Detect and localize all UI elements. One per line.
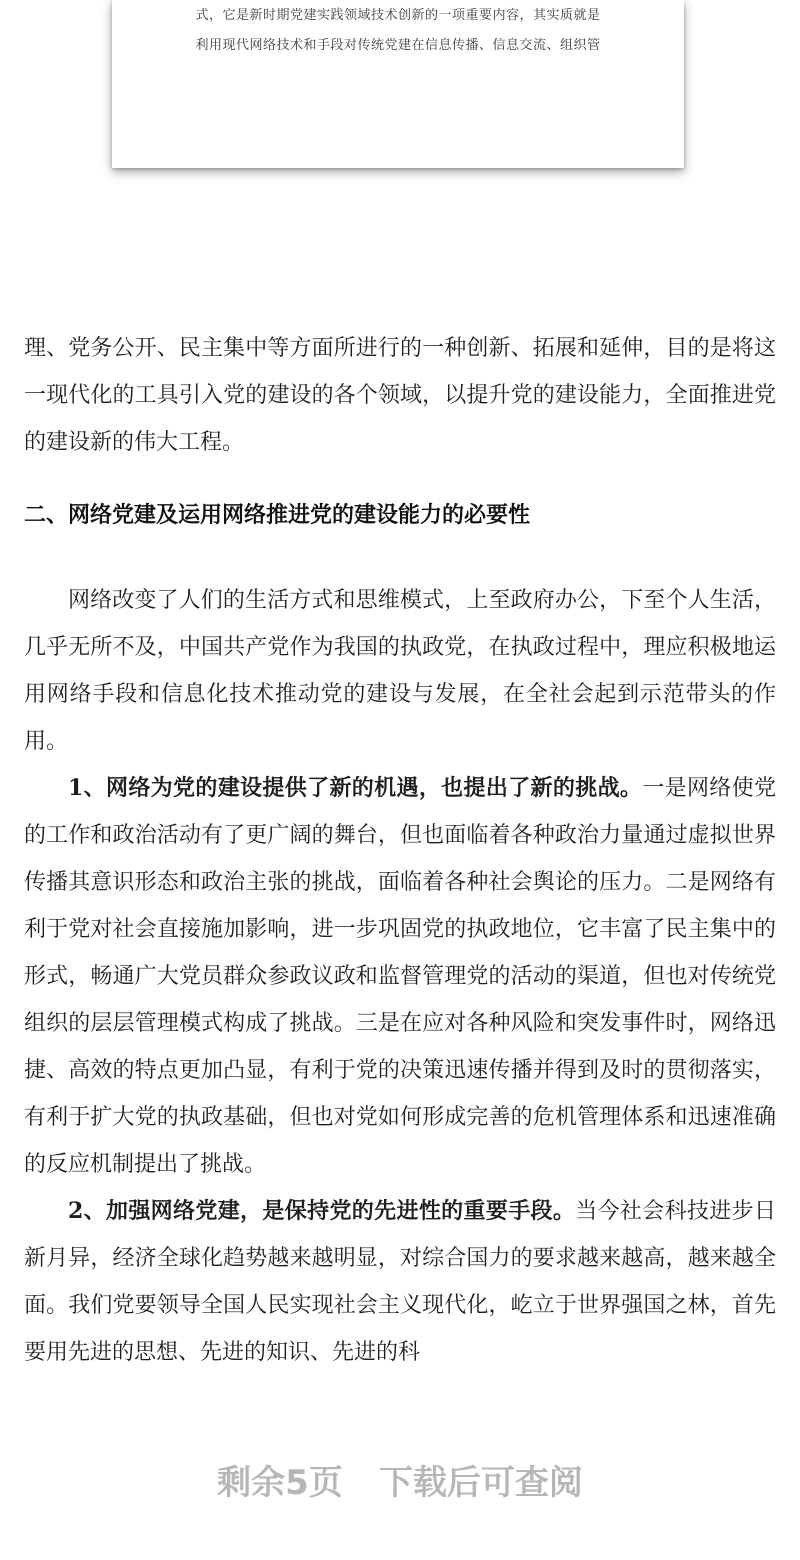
previous-page-card: [112, 0, 684, 168]
point-1-body: 一是网络使党的工作和政治活动有了更广阔的舞台，但也面临着各种政治力量通过虚拟世界传播其意识形态和政治主张的挑战，面临着各种社会舆论的压力。二是网络有利于党对社会直接施加影响，进一步巩固党的执政地位，它丰富了民主集中的形式，畅通广大党员群众参政议政和监督管理党的活动的渠道，但也对传统党组织的层层管理模式构成了挑战。三是在应对各种风险和突发事件时，网络迅捷、高效的特点更加凸显，有利于党的决策迅速传播并得到及时的贯彻落实，有利于扩大党的执政基础，但也对党如何形成完善的危机管理体系和迅速准确的反应机制提出了挑战。: [24, 776, 776, 1177]
download-prompt[interactable]: [0, 1455, 800, 1511]
remaining-pages-label[interactable]: 剩余5页: [217, 1463, 343, 1503]
preview-text-line: 利用现代网络技术和手段对传统党建在信息传播、信息交流、组织管: [195, 38, 601, 53]
point-1-lead: 1、网络为党的建设提供了新的机遇，也提出了新的挑战。: [68, 775, 643, 801]
preview-text-line: 式，它是新时期党建实践领域技术创新的一项重要内容，其实质就是: [195, 8, 601, 23]
point-2-lead: 2、加强网络党建，是保持党的先进性的重要手段。: [68, 1198, 576, 1224]
download-to-view-label[interactable]: 下载后可查阅: [378, 1463, 583, 1503]
intro-paragraph: 网络改变了人们的生活方式和思维模式，上至政府办公，下至个人生活，几乎无所不及，中国共产党作为我国的执政党，在执政过程中，理应积极地运用网络手段和信息化技术推动党的建设与发展，在全社会起到示范带头的作用。: [24, 588, 776, 754]
point-1-paragraph: [24, 765, 776, 1188]
continuation-paragraph: 理、党务公开、民主集中等方面所进行的一种创新、拓展和延伸，目的是将这一现代化的工具引入党的建设的各个领域，以提升党的建设能力，全面推进党的建设新的伟大工程。: [24, 336, 776, 455]
point-2-paragraph: [24, 1188, 776, 1376]
section-heading: 二、网络党建及运用网络推进党的建设能力的必要性: [24, 503, 531, 528]
point-2-body: 当今社会科技进步日新月异，经济全球化趋势越来越明显，对综合国力的要求越来越高，越来越全面。我们党要领导全国人民实现社会主义现代化，屹立于世界强国之林，首先要用先进的思想、先进的知识、先进的科: [24, 1199, 776, 1365]
section-body: [24, 577, 776, 1376]
